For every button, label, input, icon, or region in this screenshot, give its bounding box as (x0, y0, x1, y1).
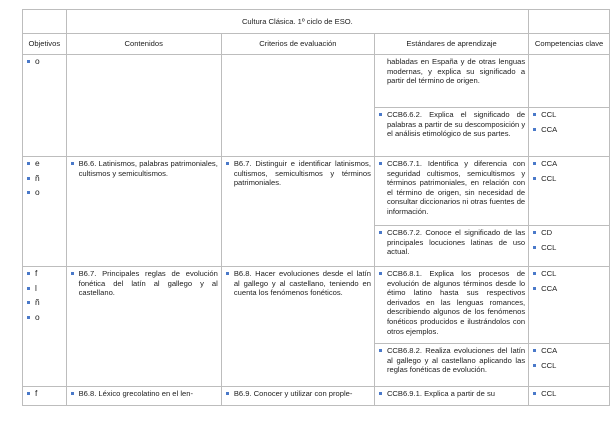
header-competencias: Competencias clave (529, 34, 610, 55)
competency-item: CCL (532, 243, 606, 253)
title-spacer-right (529, 10, 610, 34)
objectives-cell (23, 55, 67, 157)
competency-item: CCA (532, 284, 606, 294)
competency-item: CCA (532, 159, 606, 169)
objectives-cell (23, 267, 67, 387)
table-title-row (23, 10, 610, 34)
objective-item: o (26, 313, 63, 323)
objective-item: o (26, 188, 63, 198)
objective-item: e (26, 159, 63, 169)
header-contenidos: Contenidos (66, 34, 221, 55)
competencies-cell (529, 344, 610, 387)
standard-cell (374, 387, 528, 406)
curriculum-table-container (22, 9, 610, 406)
header-objetivos: Objetivos (23, 34, 67, 55)
competencies-cell (529, 267, 610, 344)
table-row (23, 55, 610, 108)
criteria-text: B6.7. Distinguir e identificar latinismos, cultismos, semicultismos y términos patrimoniales. (225, 159, 371, 188)
competency-item: CCA (532, 346, 606, 356)
competency-item: CCL (532, 389, 606, 399)
objectives-cell (23, 157, 67, 267)
table-header-row (23, 34, 610, 55)
objectives-cell (23, 387, 67, 406)
competencies-cell (529, 157, 610, 226)
standard-cell (374, 344, 528, 387)
competency-item: CCL (532, 174, 606, 184)
competency-item: CCA (532, 125, 606, 135)
content-text: B6.8. Léxico grecolatino en el len- (70, 389, 218, 399)
criteria-cell (221, 267, 374, 387)
criteria-cell (221, 387, 374, 406)
criteria-text: B6.9. Conocer y utilizar con prople- (225, 389, 371, 399)
criteria-cell (221, 157, 374, 267)
content-cell (66, 267, 221, 387)
table-title: Cultura Clásica. 1º ciclo de ESO. (66, 10, 529, 34)
competency-item: CCL (532, 269, 606, 279)
curriculum-table (22, 9, 610, 406)
content-text: B6.6. Latinismos, palabras patrimoniales, cultismos y semicultismos. (70, 159, 218, 178)
title-spacer-left (23, 10, 67, 34)
content-cell (66, 387, 221, 406)
competencies-cell (529, 226, 610, 267)
competency-item: CCL (532, 361, 606, 371)
table-row (23, 267, 610, 344)
criteria-text: B6.8. Hacer evoluciones desde el latín al gallego y al castellano, teniendo en cuenta los fenómenos fonéticos. (225, 269, 371, 298)
standard-text: CCB6.9.1. Explica a partir de su (378, 389, 525, 399)
standard-text: CCB6.8.2. Realiza evoluciones del latín al gallego y al castellano aplicando las reglas fonéticas de evolución. (378, 346, 525, 375)
objective-item: ñ (26, 174, 63, 184)
competencies-cell (529, 108, 610, 157)
standard-cell (374, 108, 528, 157)
standard-text: CCB6.8.1. Explica los procesos de evolución de algunos términos desde lo étimo latino hasta sus respectivos derivados en las lenguas romances, describiendo algunos de los fenómenos fonéticos producidos e ilustrándolos con otros ejemplos. (378, 269, 525, 336)
competencies-cell (529, 387, 610, 406)
objective-item: f (26, 269, 63, 279)
objective-item: o (26, 57, 63, 67)
standard-text: CCB6.7.1. Identifica y diferencia con seguridad cultismos, semicultismos y términos patrimoniales, en relación con el término de origen, sin necesidad de consultar diccionarios ni otras fuentes de información. (378, 159, 525, 217)
objective-item: f (26, 389, 63, 399)
standard-text: CCB6.6.2. Explica el significado de palabras a partir de su descomposición y el análisis etimológico de sus partes. (378, 110, 525, 139)
table-row (23, 387, 610, 406)
competency-item: CD (532, 228, 606, 238)
standard-cell (374, 226, 528, 267)
objective-item: ñ (26, 298, 63, 308)
content-text: B6.7. Principales reglas de evolución fonética del latín al gallego y al castellano. (70, 269, 218, 298)
content-cell (66, 157, 221, 267)
header-estandares: Estándares de aprendizaje (374, 34, 528, 55)
header-criterios: Criterios de evaluación (221, 34, 374, 55)
table-row (23, 157, 610, 226)
competencies-cell (529, 55, 610, 108)
standard-text: habladas en España y de otras lenguas modernas, y explica su significado a partir del término de origen. (386, 57, 526, 86)
objective-item: l (26, 284, 63, 294)
competency-item: CCL (532, 110, 606, 120)
standard-text: CCB6.7.2. Conoce el significado de las principales locuciones latinas de uso actual. (378, 228, 525, 257)
standard-cell (374, 157, 528, 226)
standard-cell (374, 267, 528, 344)
criteria-cell (221, 55, 374, 157)
content-cell (66, 55, 221, 157)
standard-cell (374, 55, 528, 108)
